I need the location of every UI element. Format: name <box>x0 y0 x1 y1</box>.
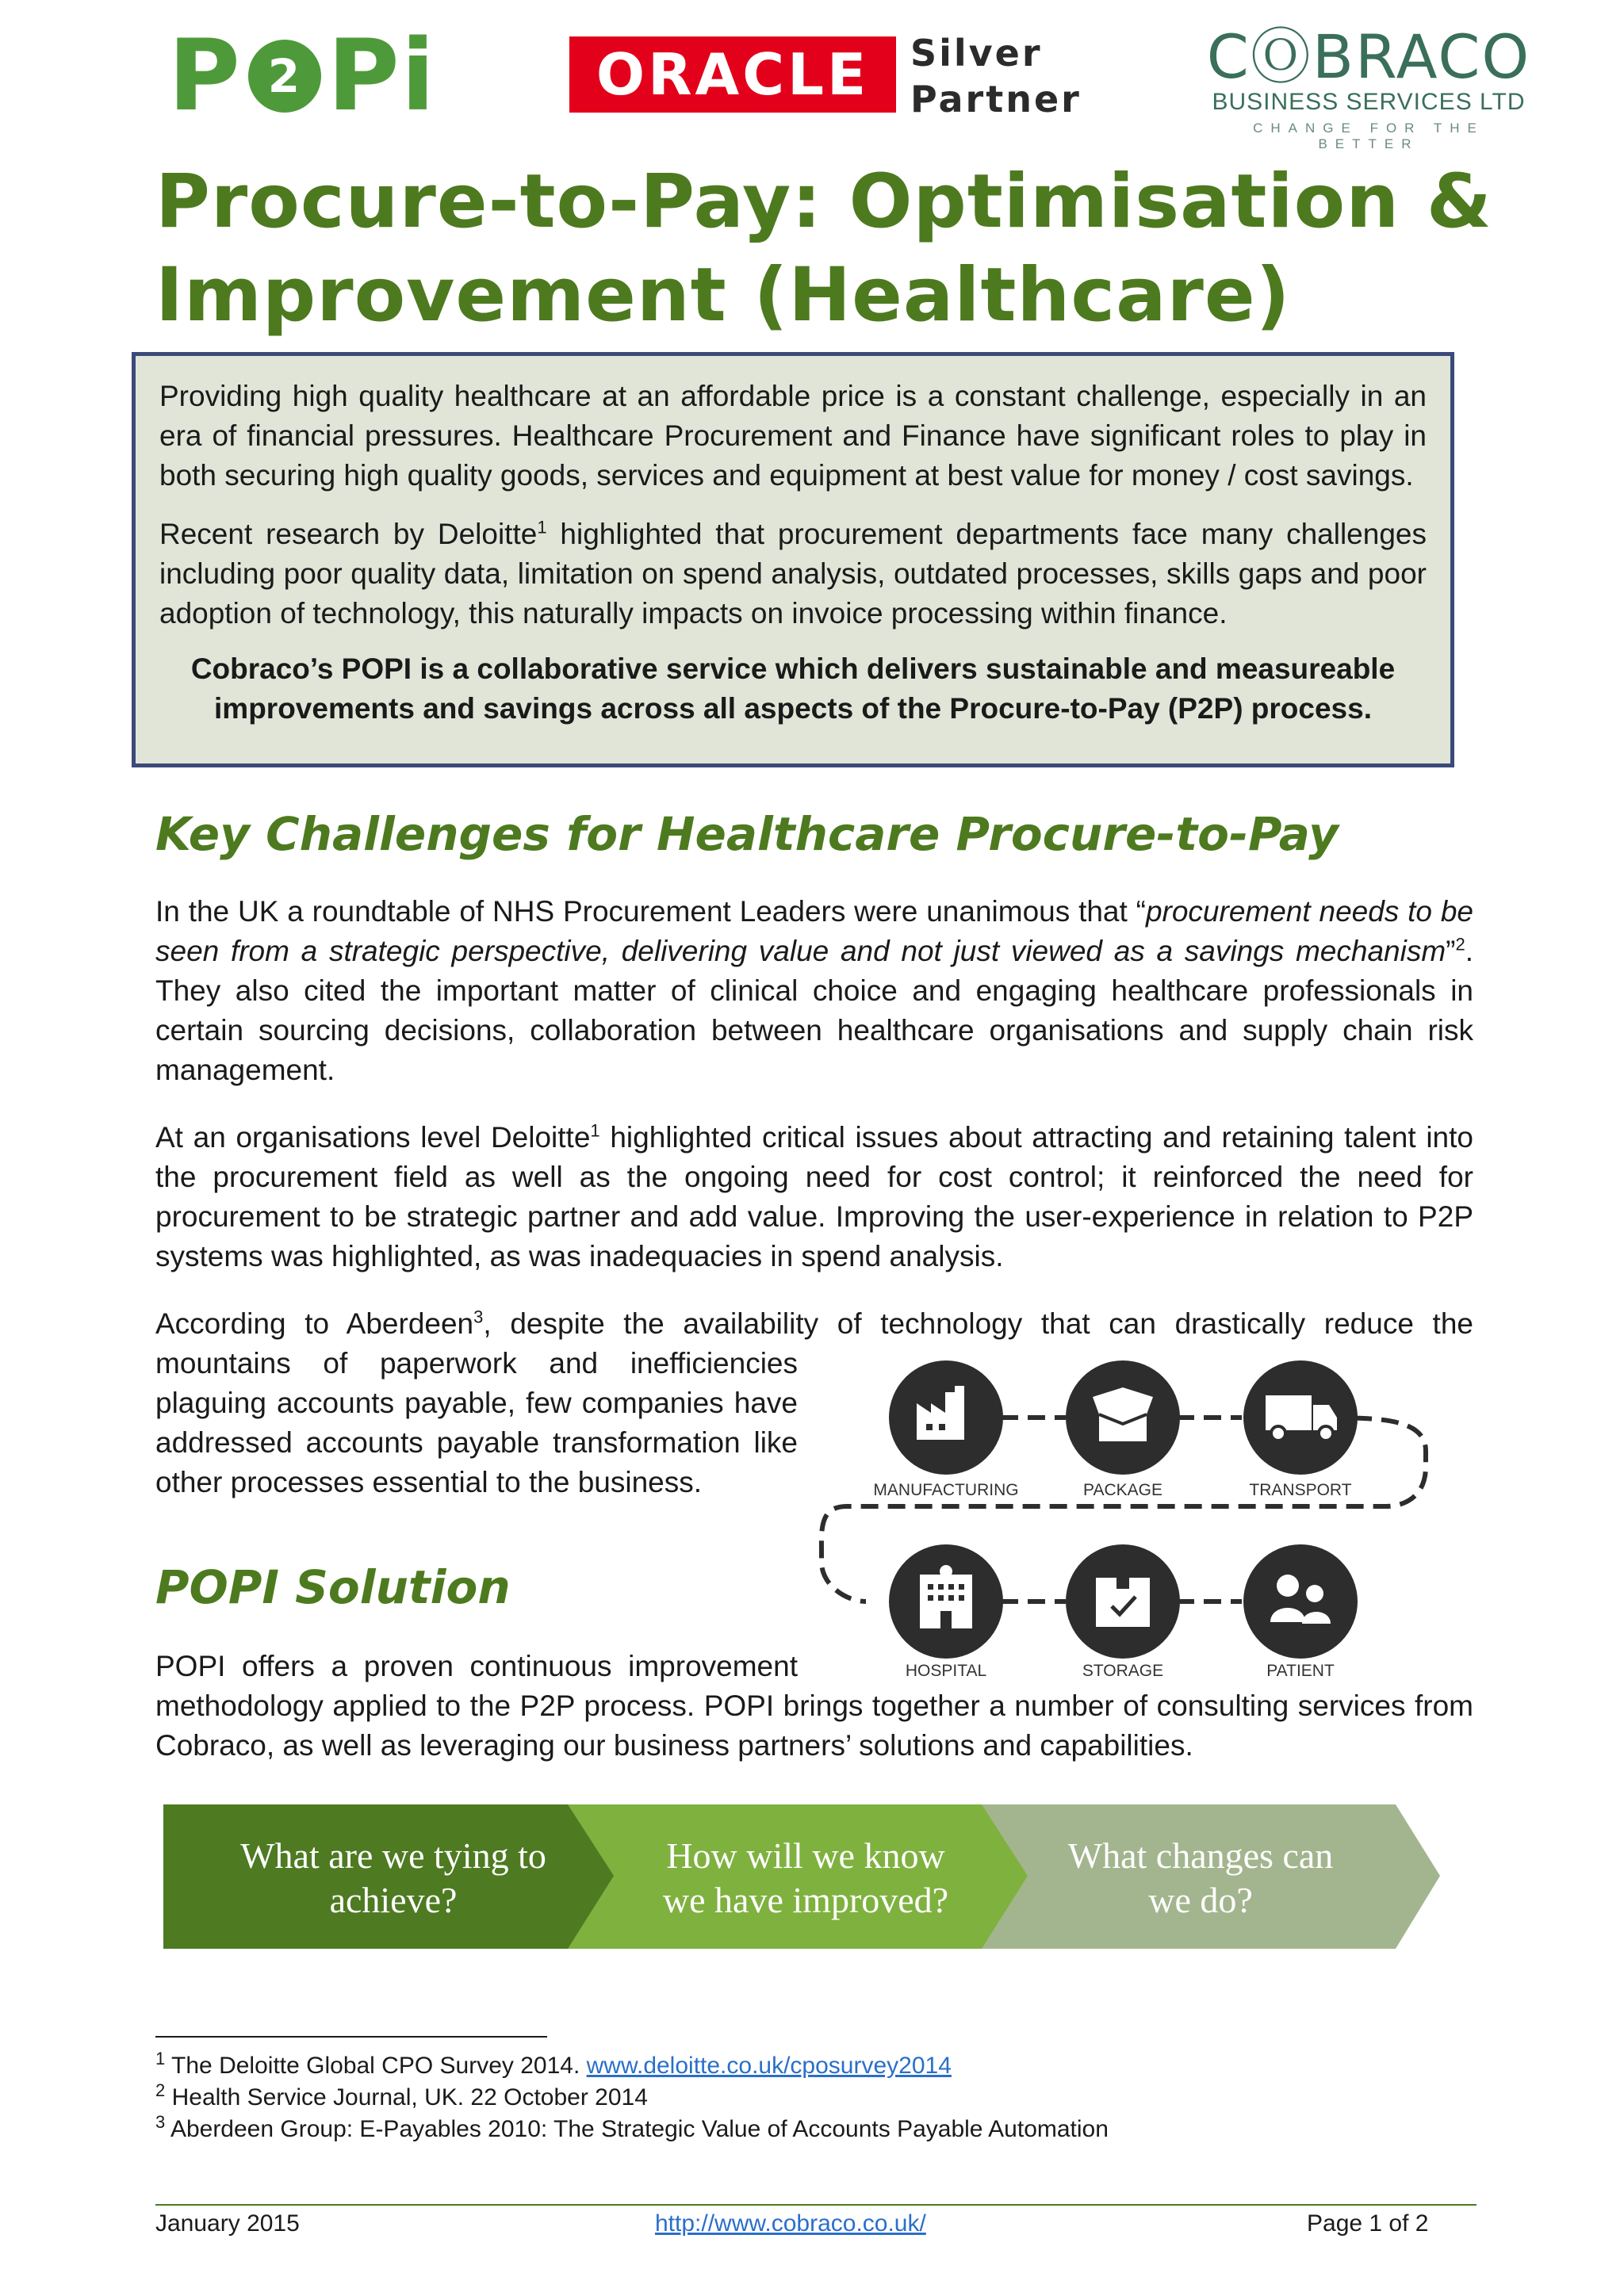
popi-logo-pi: Pi <box>327 19 437 133</box>
footnote-1-link[interactable]: www.deloitte.co.uk/cposurvey2014 <box>586 2053 952 2079</box>
package-icon <box>1066 1360 1180 1475</box>
chevron-3-line2: we do? <box>1148 1880 1253 1920</box>
section-heading-challenges: Key Challenges for Healthcare Procure-to-Pay <box>155 807 1339 861</box>
cp1-b: ” <box>1446 935 1456 967</box>
patient-icon <box>1243 1544 1358 1659</box>
solution-paragraph-rest: methodology applied to the P2P process. POPI brings together a number of consulting services from Cobraco, as well as leveraging our business partners’ solutions and capabilities. <box>155 1689 1473 1762</box>
chevron-3 <box>958 1804 1440 1949</box>
cp1-a: In the UK a roundtable of NHS Procurement Leaders were unanimous that “ <box>155 895 1146 928</box>
supply-chain-diagram <box>815 1348 1446 1689</box>
chevron-1-line1: What are we tying to <box>240 1835 546 1876</box>
chevron-1-line2: achieve? <box>329 1880 458 1920</box>
solution-paragraph-line1: POPI offers a proven continuous improvement <box>155 1650 798 1682</box>
intro-paragraph-2 <box>159 515 1427 633</box>
challenges-paragraph-3-rest: mountains of paperwork and inefficiencies plaguing accounts payable, few companies have addressed accounts payable transformation like other processes essential to the business. <box>155 1347 798 1498</box>
cp1-sup: 2 <box>1455 934 1465 955</box>
footer-rule <box>155 2204 1477 2206</box>
footnote-1 <box>155 2050 952 2082</box>
oracle-silver: Silver <box>910 32 1043 75</box>
label-manufacturing: MANUFACTURING <box>873 1481 1019 1499</box>
chevron-3-line1: What changes can <box>1067 1835 1334 1876</box>
title-line-2: Improvement (Healthcare) <box>155 252 1291 339</box>
cp2-sup: 1 <box>590 1120 600 1141</box>
challenges-paragraph-1 <box>155 892 1473 1090</box>
footnote-3-text: Aberdeen Group: E-Payables 2010: The Strategic Value of Accounts Payable Automation <box>170 2116 1109 2142</box>
label-hospital: HOSPITAL <box>905 1662 987 1680</box>
label-storage: STORAGE <box>1082 1662 1164 1680</box>
intro-p2-end: highlighted that procurement departments face many challenges including poor quality data, limitation on spend analysis, outdated processes, skills gaps and poor adoption of technology, this naturally impacts on invoice processing within finance. <box>159 518 1427 629</box>
page-title <box>155 155 1519 342</box>
footnote-2-text: Health Service Journal, UK. 22 October 2014 <box>171 2084 648 2110</box>
truck-icon <box>1243 1360 1358 1475</box>
footer-page-number: Page 1 of 2 <box>1307 2210 1429 2237</box>
cobraco-name: CⓄBRACO <box>1206 21 1531 92</box>
improvement-chevrons <box>163 1801 1440 1952</box>
cp1-quote: procurement needs to be seen from a strategic perspective, delivering value and not just viewed as a savings mechanism <box>155 895 1474 967</box>
popi-logo <box>168 19 437 133</box>
title-line-1: Procure-to-Pay: Optimisation & <box>155 159 1492 245</box>
cp3-b: , despite the availability of technology that can drastically reduce the <box>483 1307 1473 1340</box>
footnote-1-num: 1 <box>155 2049 166 2068</box>
intro-p2-start: Recent research by Deloitte <box>159 518 538 550</box>
challenges-paragraph-2 <box>155 1118 1473 1276</box>
footnote-3 <box>155 2114 1109 2145</box>
chevron-2 <box>560 1804 1028 1949</box>
cobraco-tagline: CHANGE FOR THE BETTER <box>1253 121 1484 151</box>
footnote-1-text: The Deloitte Global CPO Survey 2014. <box>171 2053 587 2079</box>
cp2-b: highlighted critical issues about attracting and retaining talent into the procurement field as well as the ongoing need for cost control; it reinforced the need for procurement to be strategic partner and add value. Improving the user-experience in relation to P2P systems was highlighted, as was inadequacies in spend analysis. <box>155 1121 1473 1272</box>
intro-highlight: Cobraco’s POPI is a collaborative service which delivers sustainable and measureable improvements and savings across all aspects of the Procure-to-Pay (P2P) process. <box>190 652 1396 725</box>
label-patient: PATIENT <box>1266 1662 1335 1680</box>
cp3-sup: 3 <box>473 1307 484 1327</box>
chevron-2-line1: How will we know <box>666 1835 945 1876</box>
oracle-logo: ORACLE <box>569 36 896 113</box>
label-package: PACKAGE <box>1083 1481 1162 1499</box>
intro-p2-sup: 1 <box>537 517 547 538</box>
section-heading-solution: POPI Solution <box>155 1560 511 1614</box>
oracle-partner-label <box>910 30 1082 122</box>
footnote-rule <box>155 2036 547 2038</box>
factory-icon <box>889 1360 1003 1475</box>
hospital-icon <box>889 1544 1003 1659</box>
cobraco-sub: BUSINESS SERVICES LTD <box>1212 89 1526 115</box>
popi-logo-circle: 2 <box>248 40 321 113</box>
oracle-partner: Partner <box>910 78 1082 121</box>
intro-paragraph-1: Providing high quality healthcare at an affordable price is a constant challenge, especially in an era of financial pressures. Healthcare Procurement and Finance have significant roles to play in both securing high quality goods, services and equipment at best value for money / cost savings. <box>159 380 1427 492</box>
cobraco-logo <box>1202 21 1535 152</box>
popi-logo-p: P <box>168 19 242 133</box>
storage-icon <box>1066 1544 1180 1659</box>
challenges-paragraph-3-line1 <box>155 1304 1473 1344</box>
footnote-3-num: 3 <box>155 2112 166 2132</box>
intro-box <box>132 352 1454 767</box>
chevron-2-line2: we have improved? <box>662 1880 949 1920</box>
cp1-c: . They also cited the important matter of clinical choice and engaging healthcare professionals in certain sourcing decisions, collaboration between healthcare organisations and supply chain risk management. <box>155 935 1473 1086</box>
label-transport: TRANSPORT <box>1249 1481 1352 1499</box>
cp3-a: According to Aberdeen <box>155 1307 474 1340</box>
cp2-a: At an organisations level Deloitte <box>155 1121 591 1154</box>
footer-date: January 2015 <box>155 2210 300 2237</box>
footer-url-link[interactable]: http://www.cobraco.co.uk/ <box>655 2210 926 2237</box>
footnote-2 <box>155 2082 648 2114</box>
footnote-2-num: 2 <box>155 2080 166 2100</box>
chevron-1 <box>163 1804 614 1949</box>
